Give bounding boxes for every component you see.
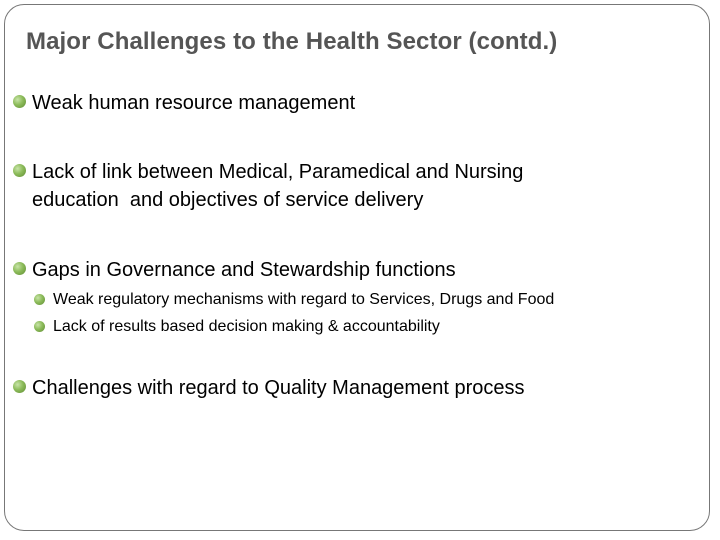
bullet-text: Gaps in Governance and Stewardship functions	[32, 259, 456, 281]
bullet-dot-icon	[13, 380, 26, 393]
bullet-text: Lack of link between Medical, Paramedical and Nursing education and objectives of service delivery	[32, 161, 524, 211]
bullet-dot-icon	[13, 164, 26, 177]
bullet-text: Weak human resource management	[32, 92, 356, 114]
bullet-text: Challenges with regard to Quality Management process	[32, 377, 525, 399]
sub-bullet-item	[34, 317, 440, 337]
bullet-dot-icon	[13, 95, 26, 108]
bullet-dot-icon	[13, 262, 26, 275]
slide-title: Major Challenges to the Health Sector (contd.)	[26, 28, 558, 55]
bullet-item	[13, 374, 524, 402]
bullet-dot-icon	[34, 321, 45, 332]
sub-bullet-item	[34, 290, 554, 310]
bullet-item	[13, 89, 355, 117]
sub-bullet-text: Weak regulatory mechanisms with regard to Services, Drugs and Food	[53, 291, 555, 308]
sub-bullet-text: Lack of results based decision making & accountability	[53, 318, 440, 335]
bullet-item	[13, 158, 653, 214]
bullet-item	[13, 256, 456, 284]
bullet-dot-icon	[34, 294, 45, 305]
